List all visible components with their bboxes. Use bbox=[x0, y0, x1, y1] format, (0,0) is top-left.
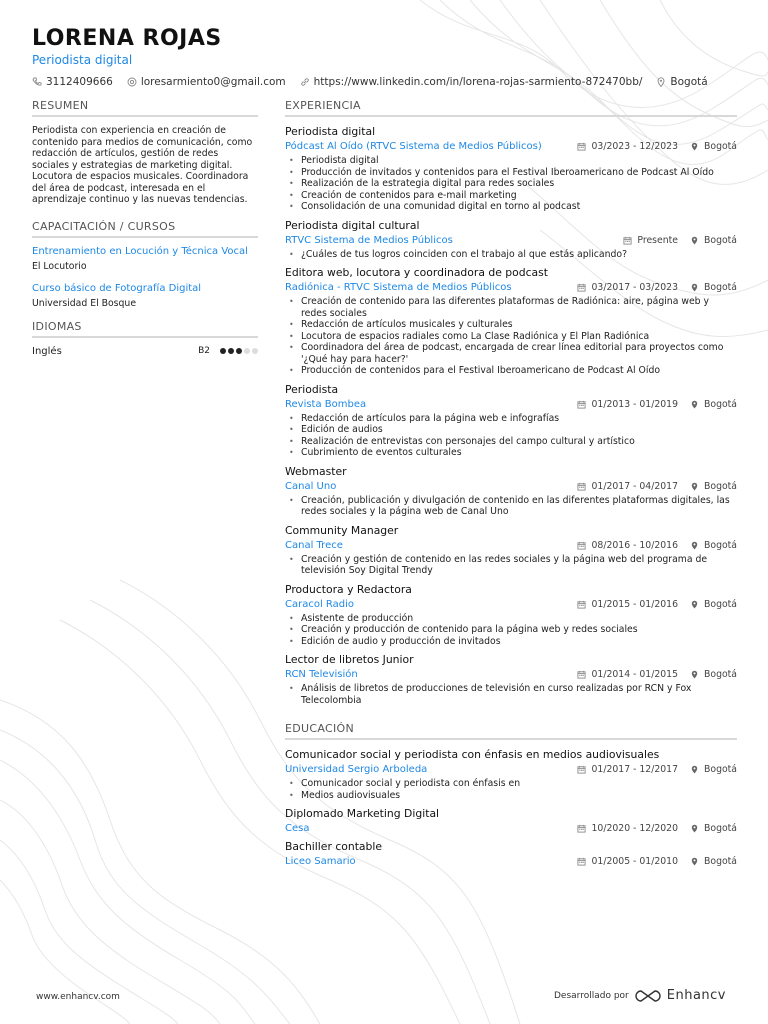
experience-list bbox=[285, 125, 737, 706]
location-pin-icon bbox=[690, 600, 699, 609]
language-dots bbox=[218, 346, 258, 357]
bullet-item: • Asistente de producción bbox=[289, 613, 737, 625]
entry-dates bbox=[577, 823, 678, 834]
entry-dates bbox=[577, 141, 678, 152]
bullet-item: • Producción de contenidos para el Festival Iberoamericano de Podcast Al Oído bbox=[289, 365, 737, 377]
location-pin-icon bbox=[690, 857, 699, 866]
entry-organization[interactable]: Cesa bbox=[285, 823, 310, 834]
bullet-item: • Creación, publicación y divulgación de contenido en las diferentes plataformas digitales, las redes sociales y la página web de Canal Uno bbox=[289, 495, 737, 518]
bullet-list bbox=[285, 296, 737, 377]
bullet-item: • Redacción de artículos para la página web e infografías bbox=[289, 413, 737, 425]
entry-location bbox=[690, 856, 737, 867]
email-text: loresarmiento0@gmail.com bbox=[140, 76, 286, 88]
language-dot bbox=[236, 348, 242, 354]
bullet-item: • Análisis de libretos de producciones de televisión en curso realizadas por RCN y Fox Telecolombia bbox=[289, 683, 737, 706]
language-dot bbox=[244, 348, 250, 354]
entry-location bbox=[690, 823, 737, 834]
contact-city bbox=[656, 76, 707, 88]
education-heading: EDUCACIÓN bbox=[285, 722, 737, 740]
entry-organization[interactable]: RTVC Sistema de Medios Públicos bbox=[285, 234, 453, 246]
bullet-item: • Cubrimiento de eventos culturales bbox=[289, 447, 737, 459]
contact-phone[interactable] bbox=[32, 76, 113, 88]
dates-text: 01/2017 - 04/2017 bbox=[591, 480, 678, 492]
entry-dates bbox=[577, 599, 678, 610]
phone-text: 3112409666 bbox=[46, 76, 113, 88]
entry-organization[interactable]: Canal Trece bbox=[285, 539, 343, 551]
dates-text: 01/2014 - 01/2015 bbox=[591, 669, 678, 680]
entry-meta bbox=[285, 856, 737, 867]
calendar-icon bbox=[577, 142, 586, 151]
location-text: Bogotá bbox=[704, 234, 737, 246]
course-item bbox=[32, 283, 258, 309]
bullet-item: • Creación y gestión de contenido en las redes sociales y la página web del programa de televisión Soy Digital Trendy bbox=[289, 554, 737, 577]
bullet-list bbox=[285, 778, 737, 801]
linkedin-text: https://www.linkedin.com/in/lorena-rojas-sarmiento-872470bb/ bbox=[313, 76, 643, 88]
bullet-item: • Producción de invitados y contenidos para el Festival Iberoamericano de Podcast Al Oído bbox=[289, 167, 737, 179]
summary-heading: RESUMEN bbox=[32, 99, 258, 117]
location-text: Bogotá bbox=[704, 539, 737, 551]
bullet-list bbox=[285, 613, 737, 648]
entry-dates bbox=[577, 481, 678, 492]
course-institution: Universidad El Bosque bbox=[32, 297, 137, 309]
course-item bbox=[32, 246, 258, 272]
location-pin-icon bbox=[690, 482, 699, 491]
entry-meta bbox=[285, 481, 737, 492]
entry-organization[interactable]: Liceo Samario bbox=[285, 856, 356, 867]
language-name: Inglés bbox=[32, 345, 62, 357]
entry-title: Diplomado Marketing Digital bbox=[285, 807, 440, 820]
entry-meta bbox=[285, 764, 737, 775]
education-entry bbox=[285, 840, 737, 867]
job-entry bbox=[285, 653, 737, 706]
entry-organization[interactable]: Universidad Sergio Arboleda bbox=[285, 764, 428, 775]
location-text: Bogotá bbox=[704, 141, 737, 152]
entry-dates bbox=[577, 764, 678, 775]
entry-title: Periodista digital cultural bbox=[285, 218, 420, 232]
entry-dates bbox=[623, 235, 678, 246]
entry-dates bbox=[577, 669, 678, 680]
course-title: Curso básico de Fotografía Digital bbox=[32, 282, 202, 294]
languages-heading: IDIOMAS bbox=[32, 320, 258, 338]
footer-branding bbox=[554, 988, 726, 1003]
entry-meta bbox=[285, 141, 737, 152]
calendar-icon bbox=[577, 765, 586, 774]
entry-title: Webmaster bbox=[285, 464, 347, 478]
right-column bbox=[285, 99, 737, 873]
language-row bbox=[32, 346, 258, 357]
bullet-list bbox=[285, 683, 737, 706]
bullet-item: • Periodista digital bbox=[289, 155, 737, 167]
education-entry bbox=[285, 807, 737, 834]
entry-title: Periodista bbox=[285, 382, 339, 396]
job-entry bbox=[285, 583, 737, 648]
entry-title: Comunicador social y periodista con énfasis en medios audiovisuales bbox=[285, 748, 660, 761]
entry-meta bbox=[285, 235, 737, 246]
calendar-icon bbox=[577, 670, 586, 679]
bullet-item: • Creación de contenidos para e-mail marketing bbox=[289, 190, 737, 202]
calendar-icon bbox=[577, 400, 586, 409]
language-dot bbox=[220, 348, 226, 354]
summary-text: Periodista con experiencia en creación de contenido para medios de comunicación, como redacción de artículos, gestión de redes sociales y estrategias de marketing digital. Locutora de espacios musicales. Coordinadora del área de podcast, interesada en el aprendizaje continuo y las nuevas tendencias. bbox=[32, 125, 253, 205]
entry-location bbox=[690, 141, 737, 152]
entry-organization[interactable]: Radiónica - RTVC Sistema de Medios Públicos bbox=[285, 282, 512, 293]
dates-text: 08/2016 - 10/2016 bbox=[591, 539, 678, 551]
entry-organization[interactable]: Caracol Radio bbox=[285, 598, 355, 610]
brand-name: Enhancv bbox=[666, 988, 726, 1003]
bullet-item: • Edición de audios bbox=[289, 424, 737, 436]
courses-heading: CAPACITACIÓN / CURSOS bbox=[32, 220, 258, 238]
entry-organization[interactable]: RCN Televisión bbox=[285, 669, 358, 680]
entry-meta bbox=[285, 599, 737, 610]
at-icon bbox=[127, 77, 137, 87]
experience-heading: EXPERIENCIA bbox=[285, 99, 737, 117]
calendar-icon bbox=[577, 857, 586, 866]
calendar-icon bbox=[577, 482, 586, 491]
bullet-list bbox=[285, 413, 737, 459]
entry-dates bbox=[577, 282, 678, 293]
bullet-item: • Comunicador social y periodista con énfasis en bbox=[289, 778, 737, 790]
location-text: Bogotá bbox=[704, 282, 737, 293]
entry-meta bbox=[285, 282, 737, 293]
job-entry bbox=[285, 219, 737, 261]
language-dot bbox=[252, 348, 258, 354]
left-column bbox=[32, 99, 258, 357]
footer-website[interactable]: www.enhancv.com bbox=[36, 992, 120, 1002]
bullet-item: • Realización de la estrategia digital para redes sociales bbox=[289, 178, 737, 190]
entry-organization[interactable]: Canal Uno bbox=[285, 480, 337, 492]
education-entry bbox=[285, 748, 737, 801]
job-entry bbox=[285, 383, 737, 459]
bullet-list bbox=[285, 495, 737, 518]
contact-linkedin[interactable] bbox=[300, 76, 643, 88]
location-pin-icon bbox=[656, 77, 666, 87]
location-pin-icon bbox=[690, 765, 699, 774]
bullet-list bbox=[285, 249, 737, 261]
dates-text: 03/2017 - 03/2023 bbox=[591, 282, 678, 293]
dates-text: 03/2023 - 12/2023 bbox=[591, 141, 678, 152]
entry-title: Productora y Redactora bbox=[285, 582, 412, 596]
location-pin-icon bbox=[690, 824, 699, 833]
bullet-item: • Consolidación de una comunidad digital en torno al podcast bbox=[289, 201, 737, 213]
entry-title: Periodista digital bbox=[285, 125, 376, 138]
calendar-icon bbox=[623, 236, 632, 245]
bullet-list bbox=[285, 554, 737, 577]
entry-meta bbox=[285, 540, 737, 551]
location-pin-icon bbox=[690, 142, 699, 151]
calendar-icon bbox=[577, 824, 586, 833]
contact-email[interactable] bbox=[127, 76, 286, 88]
dates-text: 10/2020 - 12/2020 bbox=[591, 823, 678, 834]
entry-title: Lector de libretos Junior bbox=[285, 653, 414, 666]
phone-icon bbox=[32, 77, 42, 87]
entry-title: Community Manager bbox=[285, 523, 399, 537]
bullet-item: • ¿Cuáles de tus logros coinciden con el trabajo al que estás aplicando? bbox=[289, 249, 737, 261]
bullet-item: • Medios audiovisuales bbox=[289, 790, 737, 802]
location-pin-icon bbox=[690, 400, 699, 409]
entry-location bbox=[690, 669, 737, 680]
entry-dates bbox=[577, 540, 678, 551]
location-text: Bogotá bbox=[704, 598, 737, 610]
dates-text: 01/2017 - 12/2017 bbox=[591, 764, 678, 775]
dates-text: 01/2015 - 01/2016 bbox=[591, 598, 678, 610]
calendar-icon bbox=[577, 600, 586, 609]
powered-by-text: Desarrollado por bbox=[554, 990, 629, 1001]
location-text: Bogotá bbox=[704, 398, 737, 410]
candidate-name: LORENA ROJAS bbox=[32, 26, 222, 51]
location-pin-icon bbox=[690, 670, 699, 679]
entry-location bbox=[690, 481, 737, 492]
dates-text: 01/2013 - 01/2019 bbox=[591, 398, 678, 410]
entry-meta bbox=[285, 823, 737, 834]
entry-meta bbox=[285, 669, 737, 680]
entry-meta bbox=[285, 399, 737, 410]
bullet-item: • Creación y producción de contenido para la página web y redes sociales bbox=[289, 624, 737, 636]
entry-title: Editora web, locutora y coordinadora de podcast bbox=[285, 266, 549, 279]
city-text: Bogotá bbox=[670, 76, 708, 88]
entry-organization[interactable]: Pódcast Al Oído (RTVC Sistema de Medios Públicos) bbox=[285, 141, 542, 152]
entry-location bbox=[690, 764, 737, 775]
bullet-item: • Creación de contenido para las diferentes plataformas de Radiónica: aire, página web y redes sociales bbox=[289, 296, 737, 319]
candidate-title: Periodista digital bbox=[32, 53, 133, 67]
entry-location bbox=[690, 235, 737, 246]
language-dot bbox=[228, 348, 234, 354]
job-entry bbox=[285, 524, 737, 577]
language-level: B2 bbox=[198, 346, 210, 356]
link-icon bbox=[300, 77, 310, 87]
course-institution: El Locutorio bbox=[32, 260, 87, 272]
course-title: Entrenamiento en Locución y Técnica Vocal bbox=[32, 245, 248, 257]
bullet-item: • Redacción de artículos musicales y culturales bbox=[289, 319, 737, 331]
bullet-item: • Edición de audio y producción de invitados bbox=[289, 636, 737, 648]
location-pin-icon bbox=[690, 541, 699, 550]
entry-location bbox=[690, 282, 737, 293]
location-text: Bogotá bbox=[704, 856, 737, 867]
job-entry bbox=[285, 266, 737, 377]
entry-title: Bachiller contable bbox=[285, 840, 383, 853]
contact-bar bbox=[32, 76, 722, 88]
location-text: Bogotá bbox=[704, 823, 737, 834]
location-pin-icon bbox=[690, 236, 699, 245]
location-text: Bogotá bbox=[704, 480, 737, 492]
calendar-icon bbox=[577, 283, 586, 292]
bullet-item: • Realización de entrevistas con personajes del campo cultural y artístico bbox=[289, 436, 737, 448]
job-entry bbox=[285, 125, 737, 213]
enhancv-logo-icon bbox=[635, 989, 661, 1003]
entry-dates bbox=[577, 399, 678, 410]
dates-text: 01/2005 - 01/2010 bbox=[591, 856, 678, 867]
entry-organization[interactable]: Revista Bombea bbox=[285, 398, 367, 410]
location-text: Bogotá bbox=[704, 764, 737, 775]
entry-location bbox=[690, 540, 737, 551]
education-list bbox=[285, 748, 737, 867]
bullet-list bbox=[285, 155, 737, 213]
dates-text: Presente bbox=[637, 234, 678, 246]
bullet-item: • Coordinadora del área de podcast, encargada de crear línea editorial para proyectos como '¿Qué hay para hacer?' bbox=[289, 342, 737, 365]
location-pin-icon bbox=[690, 283, 699, 292]
job-entry bbox=[285, 465, 737, 518]
entry-dates bbox=[577, 856, 678, 867]
location-text: Bogotá bbox=[704, 669, 737, 680]
calendar-icon bbox=[577, 541, 586, 550]
entry-location bbox=[690, 599, 737, 610]
entry-location bbox=[690, 399, 737, 410]
bullet-item: • Locutora de espacios radiales como La Clase Radiónica y El Plan Radiónica bbox=[289, 331, 737, 343]
